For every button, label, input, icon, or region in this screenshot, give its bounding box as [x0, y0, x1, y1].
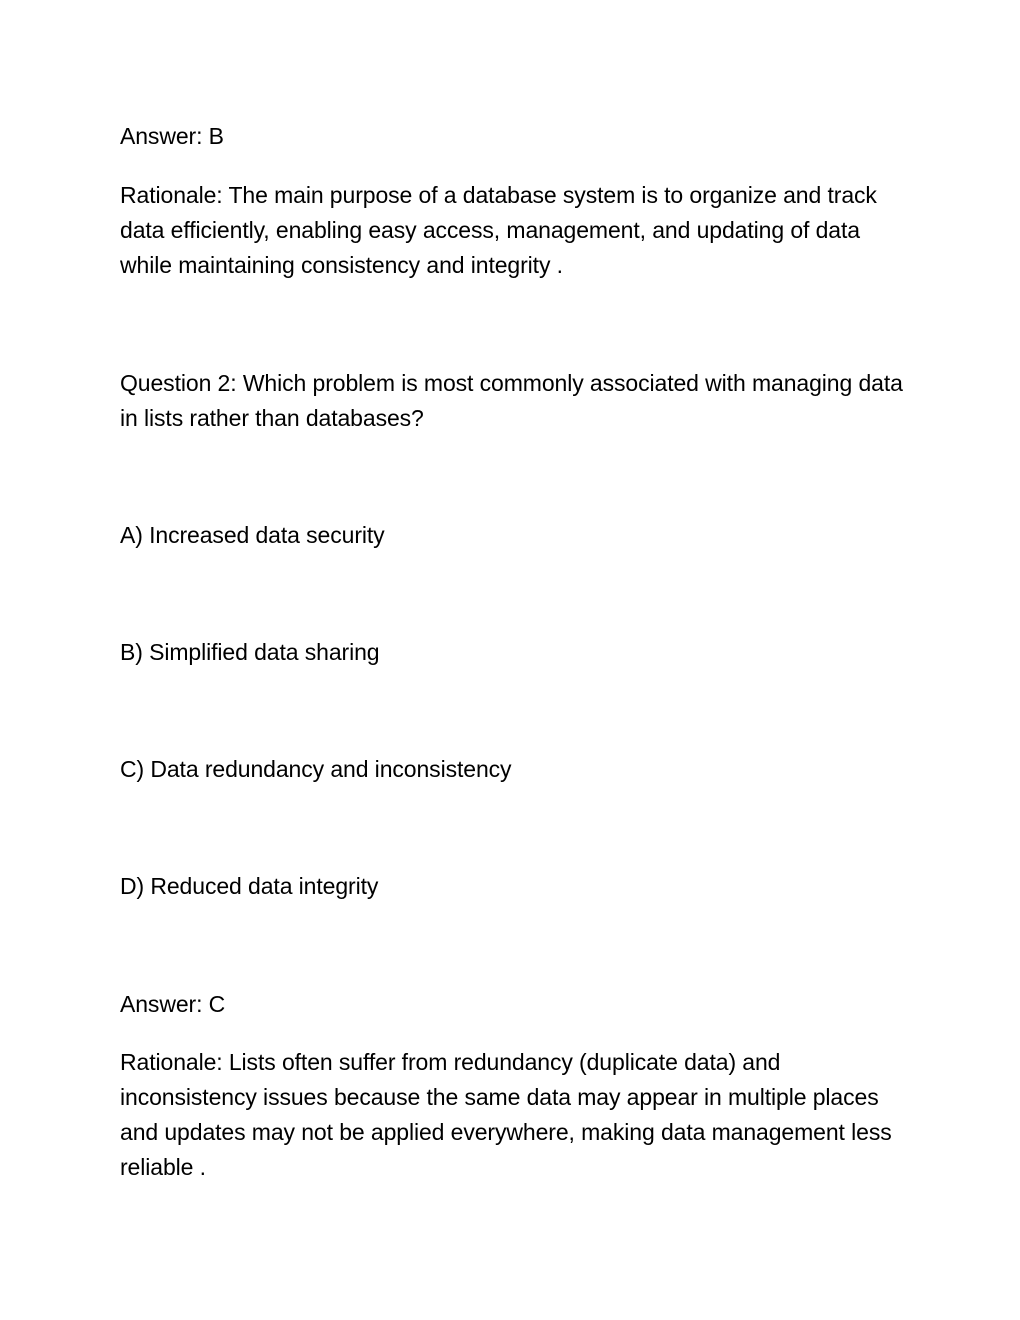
answer-text: Answer: B	[120, 123, 224, 149]
option-a: A) Increased data security	[120, 522, 385, 548]
answer-text: Answer: C	[120, 991, 226, 1017]
option-c: C) Data redundancy and inconsistency	[120, 756, 512, 782]
option-b: B) Simplified data sharing	[120, 639, 380, 665]
option-d: D) Reduced data integrity	[120, 873, 379, 899]
rationale-text: Rationale: The main purpose of a database system is to organize and track data efficiently, enabling easy access, management, and updating of data while maintaining consistency and integrity .	[120, 182, 877, 278]
question-text: Question 2: Which problem is most commonly associated with managing data in lists rather than databases?	[120, 370, 903, 431]
rationale-text: Rationale: Lists often suffer from redundancy (duplicate data) and inconsistency issues because the same data may appear in multiple places and updates may not be applied everywhere, making data management less reliable .	[120, 1049, 892, 1180]
